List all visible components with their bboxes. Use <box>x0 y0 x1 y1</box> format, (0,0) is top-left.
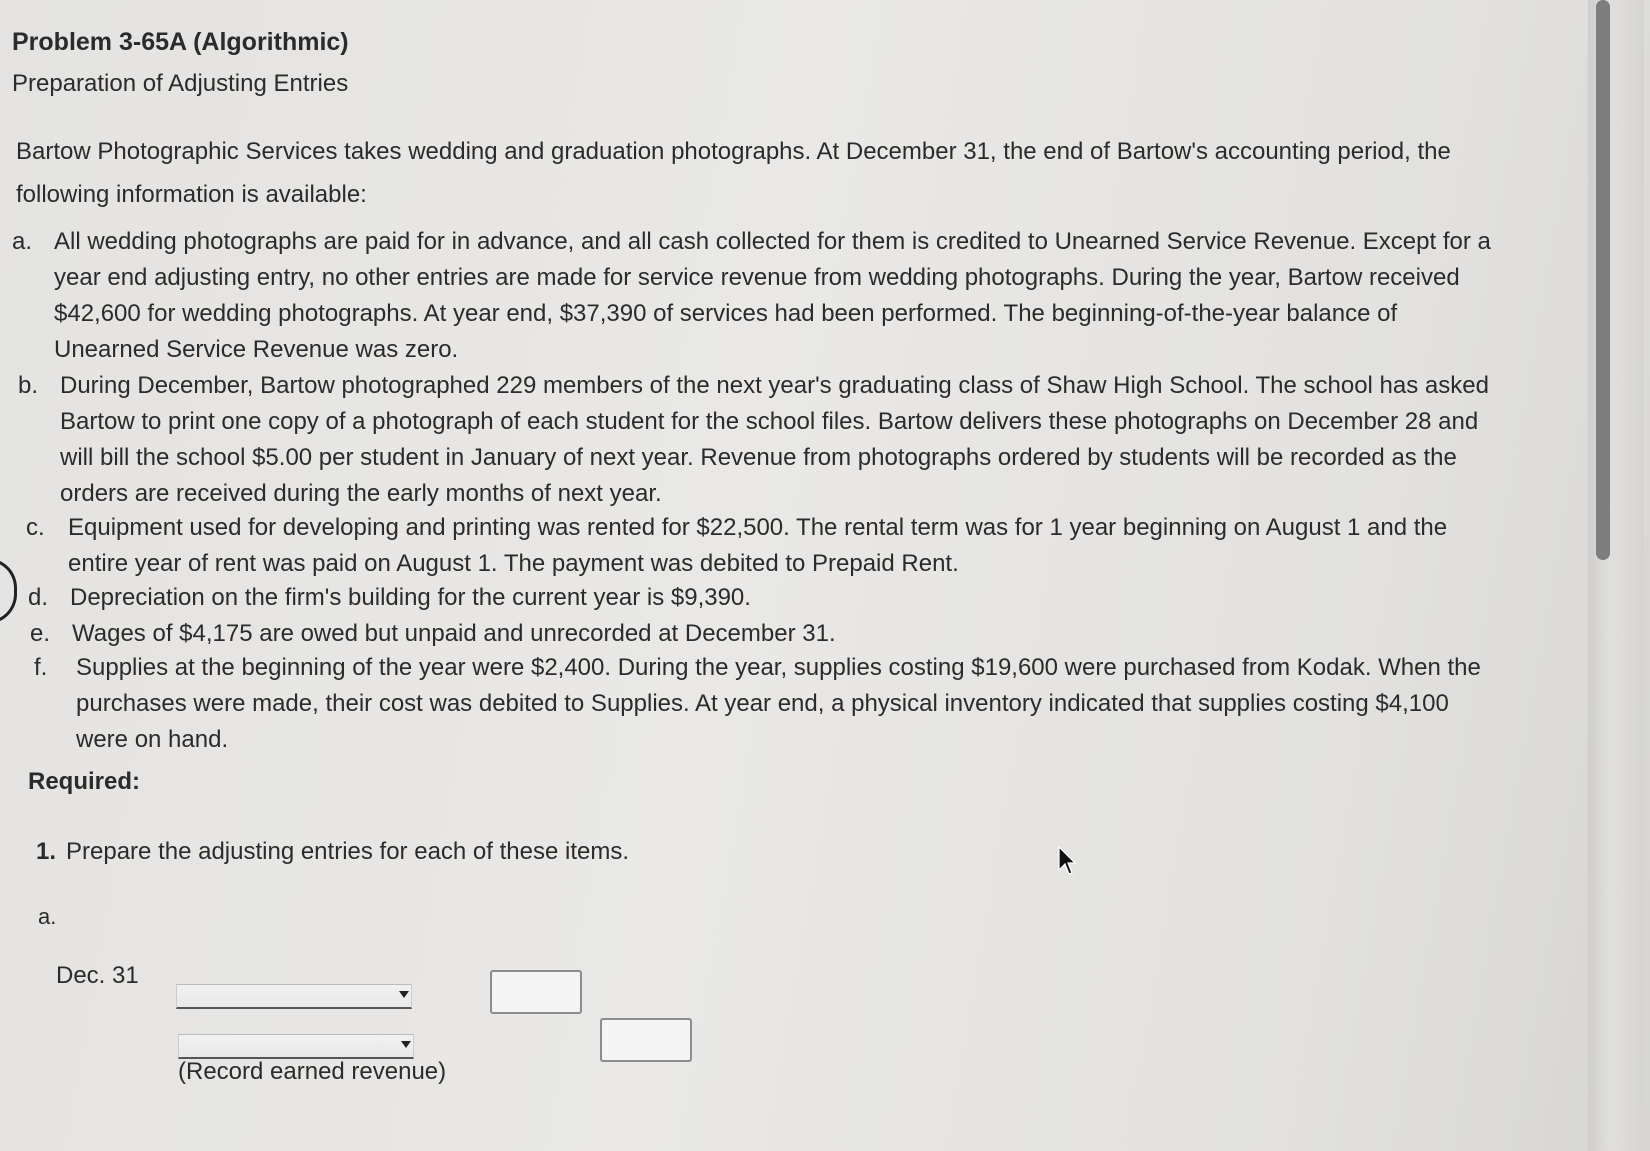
item-text: During December, Bartow photographed 229 members of the next year's graduating class of Shaw High School. The school has asked Bartow to print one copy of a photograph of each student for the school files. Bartow delivers these photographs on December 28 and will bill the school $5.00 per student in January of next year. Revenue from photographs ordered by students will be recorded as the orders are received during the early months of next year. <box>60 372 1489 507</box>
item-text: All wedding photographs are paid for in advance, and all cash collected for them is credited to Unearned Service Revenue. Except for a year end adjusting entry, no other entries are made for service revenue from wedding photographs. During the year, Bartow received $42,600 for wedding photographs. At year end, $37,390 of services had been performed. The beginning-of-the-year balance of Unearned Service Revenue was zero. <box>54 228 1491 363</box>
chevron-down-icon <box>399 991 409 998</box>
part-label: a. <box>38 904 57 929</box>
step-number: 1. <box>36 838 57 865</box>
scrollbar-thumb[interactable] <box>1596 0 1610 560</box>
item-text: Wages of $4,175 are owed but unpaid and unrecorded at December 31. <box>72 620 836 647</box>
item-label: f. <box>34 654 48 681</box>
debit-amount-input[interactable] <box>490 970 582 1014</box>
chevron-down-icon <box>401 1041 411 1048</box>
item-text: Supplies at the beginning of the year were $2,400. During the year, supplies costing $19,600 were purchased from Kodak. When the purchases were made, their cost was debited to Supplies. At year end, a physical inventory indicated that supplies costing $4,100 were on hand. <box>76 654 1481 753</box>
item-label: b. <box>18 372 39 399</box>
problem-subtitle: Preparation of Adjusting Entries <box>12 70 349 97</box>
mouse-cursor-icon <box>1058 846 1076 876</box>
item-text: Depreciation on the firm's building for the current year is $9,390. <box>70 584 751 611</box>
credit-amount-input[interactable] <box>600 1018 692 1062</box>
required-heading: Required: <box>28 768 141 795</box>
entry-date: Dec. 31 <box>56 962 139 989</box>
item-label: c. <box>26 514 45 541</box>
step-text: Prepare the adjusting entries for each of these items. <box>66 838 629 865</box>
edge-artifact <box>0 558 17 624</box>
problem-title: Problem 3-65A (Algorithmic) <box>12 28 349 56</box>
item-text: Equipment used for developing and printing was rented for $22,500. The rental term was for 1 year beginning on August 1 and the entire year of rent was paid on August 1. The payment was debited to Prepaid Rent. <box>68 514 1448 577</box>
item-label: d. <box>28 584 49 611</box>
step-instruction <box>36 838 629 866</box>
item-label: e. <box>30 620 51 647</box>
problem-intro: Bartow Photographic Services takes wedding and graduation photographs. At December 31, the end of Bartow's accounting period, the following information is available: <box>16 138 1451 208</box>
credit-account-select[interactable] <box>178 1034 414 1059</box>
debit-account-select[interactable] <box>176 984 412 1009</box>
item-label: a. <box>12 228 33 255</box>
entry-note: (Record earned revenue) <box>178 1058 447 1085</box>
